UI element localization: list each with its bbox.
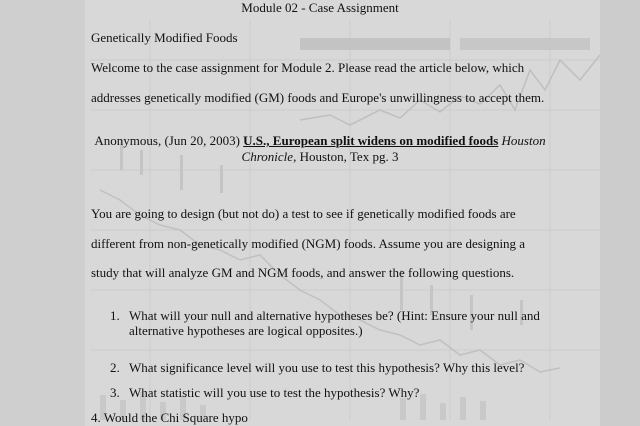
question-item (110, 385, 550, 410)
citation-journal-name: Houston (501, 133, 546, 148)
question-text: What statistic will you use to test the hypothesis? Why? (129, 385, 420, 400)
intro-paragraph-line: addresses genetically modified (GM) foods and Europe's unwillingness to accept them. (91, 90, 545, 105)
question-text: What will your null and alternative hypotheses be? (Hint: Ensure your null and alternative hypotheses are logical opposites.) (129, 308, 540, 338)
article-citation (92, 133, 548, 165)
citation-location: , Houston, Tex pg. 3 (293, 149, 399, 164)
question-number: 1. (110, 308, 120, 323)
task-paragraph-line: You are going to design (but not do) a test to see if genetically modified foods are (91, 206, 516, 221)
citation-author-date: Anonymous, (Jun 20, 2003) (94, 133, 240, 148)
question-item (110, 360, 550, 385)
question-list (110, 308, 550, 410)
question-text: What significance level will you use to test this hypothesis? Why this level? (129, 360, 525, 375)
question-item (110, 308, 550, 360)
citation-article-title-link[interactable]: U.S., European split widens on modified foods (243, 133, 499, 148)
task-paragraph-line: study that will analyze GM and NGM foods, and answer the following questions. (91, 265, 515, 280)
intro-paragraph-line: Welcome to the case assignment for Module 2. Please read the article below, which (91, 60, 525, 75)
question-number: 2. (110, 360, 120, 375)
citation-journal-name: Chronicle (241, 149, 294, 164)
question-four-partial: 4. Would the Chi Square hypo (91, 410, 248, 425)
task-paragraph-line: different from non-genetically modified (NGM) foods. Assume you are designing a (91, 236, 526, 251)
section-heading: Genetically Modified Foods (91, 30, 238, 45)
page-title: Module 02 - Case Assignment (241, 0, 399, 15)
question-number: 3. (110, 385, 120, 400)
